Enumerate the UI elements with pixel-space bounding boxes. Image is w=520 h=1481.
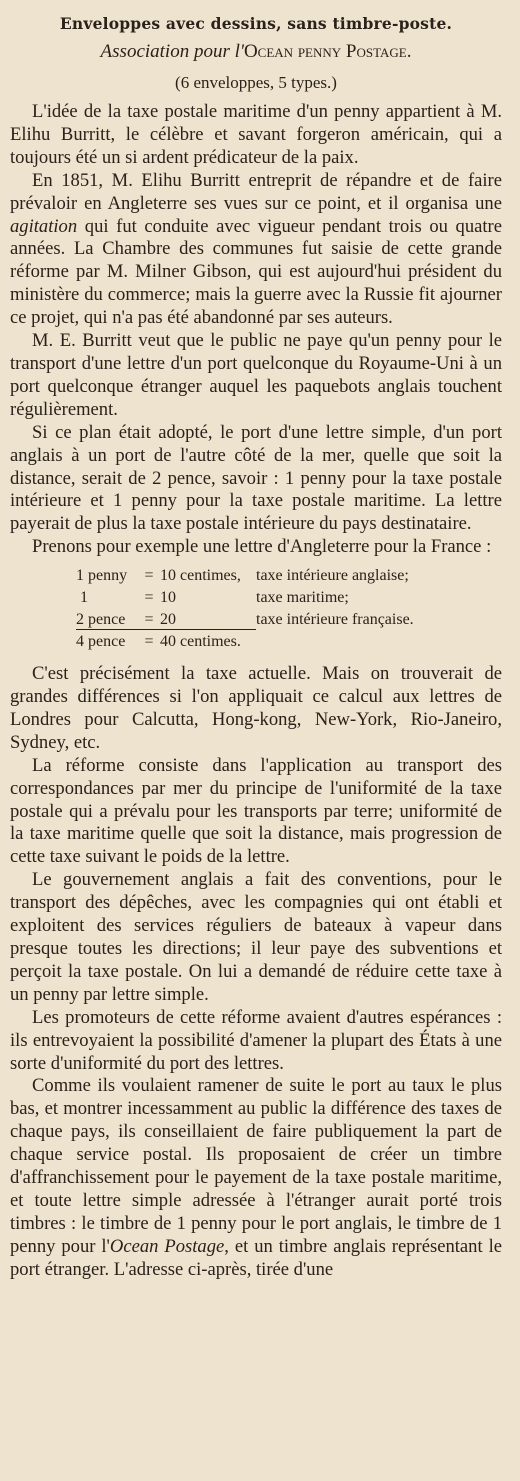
calc-amount: 4 pence <box>76 633 126 651</box>
paragraph-5: Prenons pour exemple une lettre d'Angleterre pour la France : <box>32 536 492 558</box>
calc-centimes: 10 <box>160 589 176 607</box>
paragraph-7: La réforme consiste dans l'application au transport des correspondances par mer du principe de l'uniformité de la taxe postale qui a prévalu pour les transports par terre; uniformité de la taxe maritime quelle que soit la distance, mais progression de cette taxe suivant le poids de la lettre. <box>10 754 502 868</box>
calc-centimes: 40 centimes. <box>160 633 241 651</box>
envelope-types-note: (6 enveloppes, 5 types.) <box>175 73 337 92</box>
calc-amount: 1 penny <box>76 567 128 585</box>
association-title-name: Ocean penny Postage. <box>243 41 412 62</box>
calc-equals: = <box>144 589 154 607</box>
calc-total-row <box>76 631 502 653</box>
paragraph-3: M. E. Burritt veut que le public ne paye qu'un penny pour le transport d'une lettre d'un port quelconque du Royaume-Uni à un port quelconque étranger auquel les paquebots anglais touchent régulièrement. <box>10 330 502 420</box>
paragraph-6: C'est précisément la taxe actuelle. Mais on trouverait de grandes différences si l'on appliquait ce calcul aux lettres de Londres pour Calcutta, Hong-kong, New-York, Rio-Janeiro, Sydney, etc. <box>10 663 502 753</box>
paragraph-2-text-a: En 1851, M. Elihu Burritt entreprit de répandre et de faire prévaloir en Angleterre ses vues sur ce point, et il organisa une <box>10 169 502 214</box>
calc-row <box>76 609 502 631</box>
paragraph-10-text-a: Comme ils voulaient ramener de suite le port au taux le plus bas, et montrer incessamment au public la différence des taxes de chaque pays, ils conseillaient de faire publiquement la part de chaque service postal. Ils proposaient de créer un timbre d'affranchissement pour le payement de la taxe postale maritime, et toute lettre simple adressée à l'étranger aurait porté trois timbres : le timbre de 1 penny pour le port anglais, le timbre de 1 penny pour l' <box>10 1075 502 1257</box>
paragraph-10-italic: Ocean Postage <box>109 1235 225 1257</box>
paragraph-10 <box>10 1075 502 1281</box>
paragraph-8: Le gouvernement anglais a fait des conventions, pour le transport des dépêches, avec les compagnies qui ont établi et exploitent des services réguliers de bateaux à vapeur dans presque toutes les directions; il leur paye des subventions et perçoit la taxe postale. On lui a demandé de réduire cette taxe à un penny par lettre simple. <box>10 869 502 1005</box>
calc-equals: = <box>144 567 154 585</box>
calc-description: taxe intérieure anglaise; <box>256 567 409 585</box>
section-heading: Enveloppes avec dessins, sans timbre-poste. <box>59 14 453 33</box>
paragraph-2 <box>10 170 502 330</box>
calc-row <box>76 587 502 609</box>
paragraph-4: Si ce plan était adopté, le port d'une lettre simple, d'un port anglais à un port de l'autre côté de la mer, quelle que soit la distance, serait de 2 pence, savoir : 1 penny pour la taxe postale intérieure et 1 penny pour la taxe postale maritime. La lettre payerait de plus la taxe postale intérieure du pays destinataire. <box>10 421 502 535</box>
calc-centimes: 10 centimes, <box>160 567 241 585</box>
postage-calculation <box>76 565 502 653</box>
calc-centimes: 20 <box>160 611 256 630</box>
paragraph-2-italic: agitation <box>10 215 78 237</box>
paragraph-10-text-b: , et un timbre anglais représentant le port étranger. L'adresse ci-après, tirée d'une <box>10 1235 502 1280</box>
association-title-prefix: Association pour l' <box>100 41 244 62</box>
calc-amount: 1 <box>80 589 88 607</box>
calc-amount: 2 pence <box>76 611 138 630</box>
paragraph-2-text-b: qui fut conduite avec vigueur pendant trois ou quatre années. La Chambre des communes fut saisie de cette grande réforme par M. Milner Gibson, qui est aujourd'hui président du ministère du commerce; mais la guerre avec la Russie fit ajourner ce projet, qui n'a pas été abandonné par ses auteurs. <box>10 215 502 329</box>
association-title <box>10 41 502 63</box>
calc-equals: = <box>138 611 160 630</box>
calc-equals: = <box>144 633 154 651</box>
paragraph-1: L'idée de la taxe postale maritime d'un penny appartient à M. Elihu Burritt, le célèbre et savant forgeron américain, qui a toujours été un si ardent prédicateur de la paix. <box>10 101 502 168</box>
calc-description: taxe maritime; <box>256 589 349 607</box>
calc-row <box>76 565 502 587</box>
calc-description: taxe intérieure française. <box>256 611 414 629</box>
paragraph-9: Les promoteurs de cette réforme avaient d'autres espérances : ils entrevoyaient la possibilité d'amener la plupart des États à une sorte d'uniformité du port des lettres. <box>10 1006 502 1074</box>
